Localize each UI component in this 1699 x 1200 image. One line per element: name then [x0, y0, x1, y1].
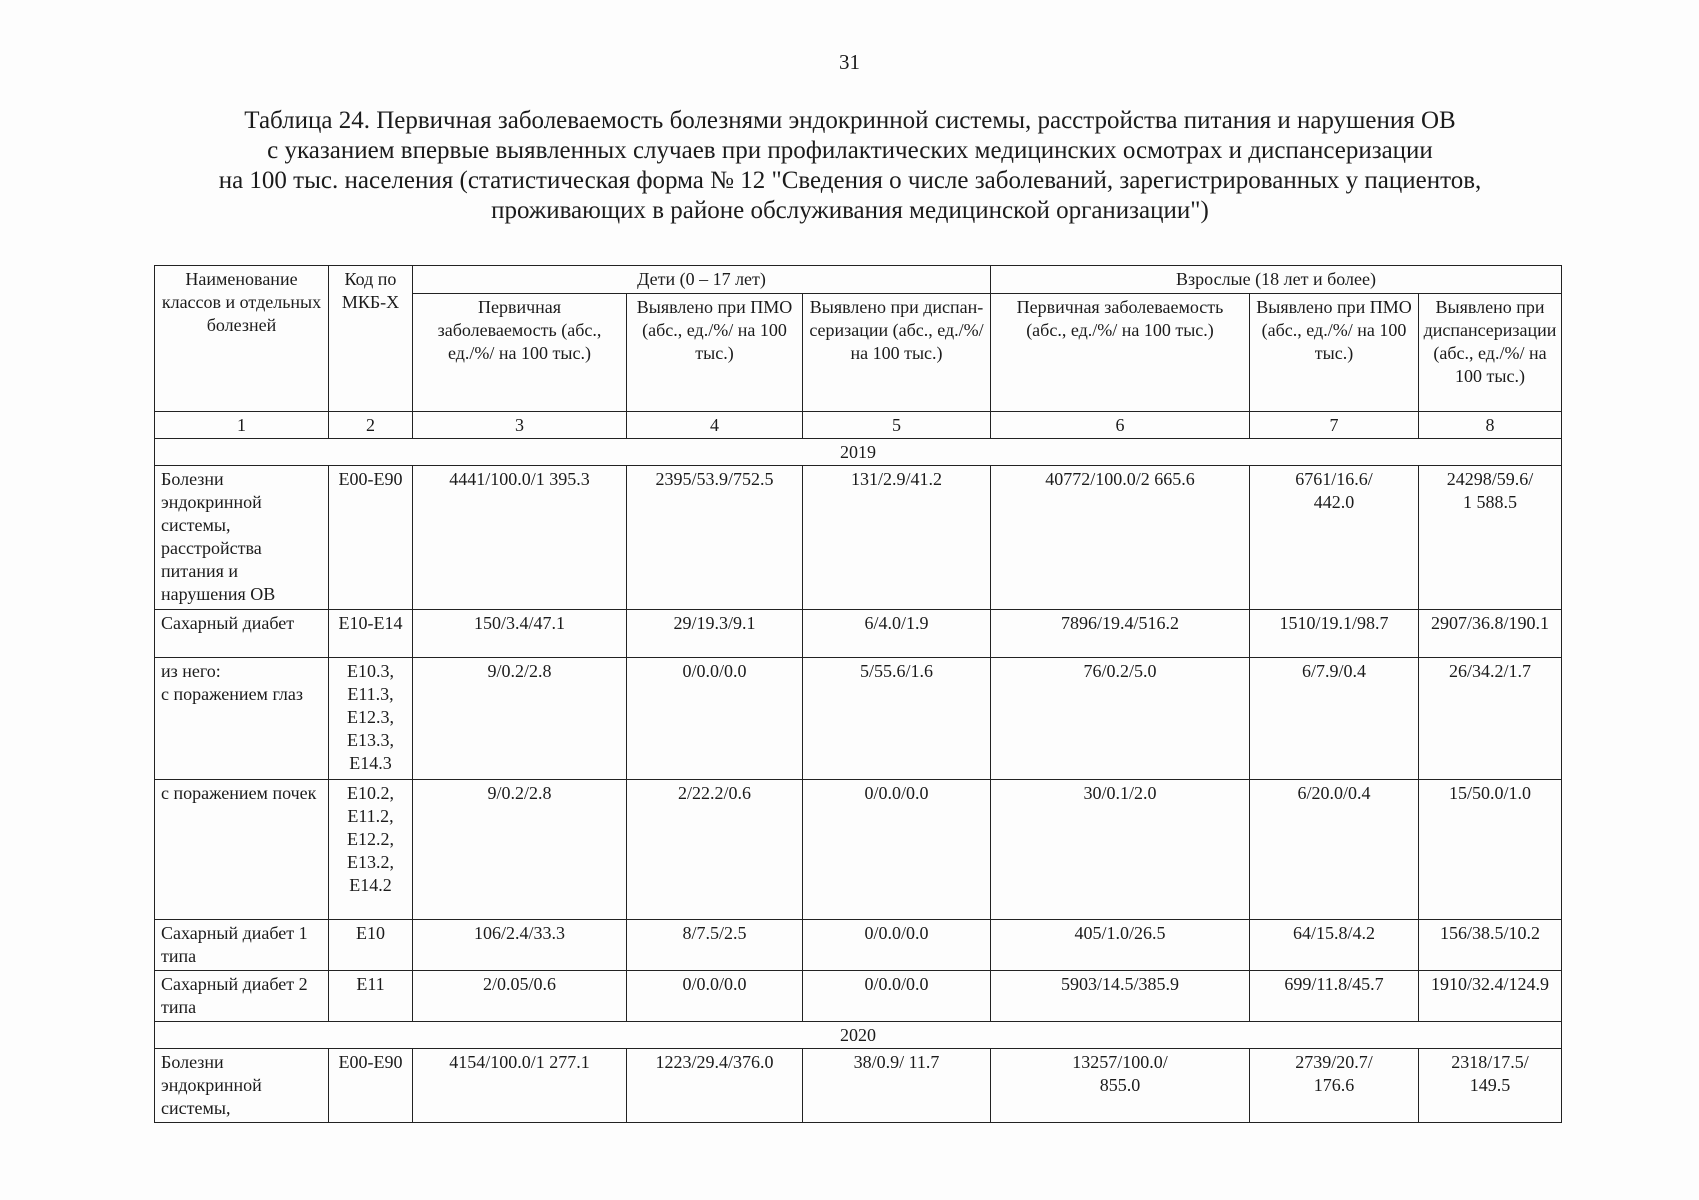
year-label: 2019	[155, 439, 1562, 466]
adults-pmo: 6/20.0/0.4	[1250, 780, 1419, 920]
children-primary: 106/2.4/33.3	[413, 920, 627, 971]
adults-primary: 30/0.1/2.0	[991, 780, 1250, 920]
icd-code: E00-E90	[329, 466, 413, 610]
disease-name: Болезни эндокринной системы, расстройства питания и нарушения ОВ	[155, 466, 329, 610]
children-pmo: 0/0.0/0.0	[627, 971, 803, 1022]
children-primary: 9/0.2/2.8	[413, 658, 627, 780]
header-adults-group: Взрослые (18 лет и более)	[991, 266, 1562, 294]
header-children-group: Дети (0 – 17 лет)	[413, 266, 991, 294]
caption-line: проживающих в районе обслуживания медицинской организации")	[491, 197, 1209, 224]
children-dispensary: 0/0.0/0.0	[803, 971, 991, 1022]
adults-primary: 7896/19.4/516.2	[991, 610, 1250, 658]
column-number: 2	[329, 412, 413, 439]
column-number: 3	[413, 412, 627, 439]
adults-dispensary: 1910/32.4/124.9	[1419, 971, 1562, 1022]
adults-dispensary: 2318/17.5/ 149.5	[1419, 1049, 1562, 1123]
children-dispensary: 131/2.9/41.2	[803, 466, 991, 610]
page-number: 31	[839, 50, 860, 74]
children-pmo: 8/7.5/2.5	[627, 920, 803, 971]
adults-pmo: 6/7.9/0.4	[1250, 658, 1419, 780]
column-number: 8	[1419, 412, 1562, 439]
disease-name: Сахарный диабет 2 типа	[155, 971, 329, 1022]
adults-dispensary: 2907/36.8/190.1	[1419, 610, 1562, 658]
children-pmo: 0/0.0/0.0	[627, 658, 803, 780]
disease-name: с поражением почек	[155, 780, 329, 920]
adults-dispensary: 15/50.0/1.0	[1419, 780, 1562, 920]
header-adults-dispensary: Выявлено при диспансеризации (абс., ед./%/ на 100 тыс.)	[1419, 294, 1562, 412]
header-name: Наименование классов и отдельных болезней	[155, 266, 329, 412]
children-dispensary: 0/0.0/0.0	[803, 920, 991, 971]
children-dispensary: 5/55.6/1.6	[803, 658, 991, 780]
adults-pmo: 64/15.8/4.2	[1250, 920, 1419, 971]
column-number: 4	[627, 412, 803, 439]
adults-pmo: 2739/20.7/ 176.6	[1250, 1049, 1419, 1123]
icd-code: E10.2, E11.2, E12.2, E13.2, E14.2	[329, 780, 413, 920]
children-dispensary: 38/0.9/ 11.7	[803, 1049, 991, 1123]
adults-dispensary: 156/38.5/10.2	[1419, 920, 1562, 971]
table-row	[155, 658, 1562, 780]
header-children-primary: Первичная заболеваемость (абс., ед./%/ на 100 тыс.)	[413, 294, 627, 412]
header-children-pmo: Выявлено при ПМО (абс., ед./%/ на 100 тыс.)	[627, 294, 803, 412]
adults-primary: 13257/100.0/ 855.0	[991, 1049, 1250, 1123]
disease-name: Болезни эндокринной системы,	[155, 1049, 329, 1123]
header-adults-pmo: Выявлено при ПМО (абс., ед./%/ на 100 тыс.)	[1250, 294, 1419, 412]
adults-pmo: 699/11.8/45.7	[1250, 971, 1419, 1022]
table-row	[155, 780, 1562, 920]
header-adults-primary: Первичная заболеваемость (абс., ед./%/ на 100 тыс.)	[991, 294, 1250, 412]
children-pmo: 29/19.3/9.1	[627, 610, 803, 658]
table-row	[155, 920, 1562, 971]
caption-line: на 100 тыс. населения (статистическая форма № 12 "Сведения о числе заболеваний, зарегистрированных у пациентов,	[218, 167, 1482, 194]
disease-name: из него: с поражением глаз	[155, 658, 329, 780]
table-row	[155, 971, 1562, 1022]
children-primary: 4154/100.0/1 277.1	[413, 1049, 627, 1123]
adults-pmo: 1510/19.1/98.7	[1250, 610, 1419, 658]
table-row	[155, 610, 1562, 658]
icd-code: E11	[329, 971, 413, 1022]
header-children-dispensary: Выявлено при диспан-серизации (абс., ед./%/ на 100 тыс.)	[803, 294, 991, 412]
children-pmo: 2395/53.9/752.5	[627, 466, 803, 610]
children-dispensary: 0/0.0/0.0	[803, 780, 991, 920]
caption-line: с указанием впервые выявленных случаев при профилактических медицинских осмотрах и диспансеризации	[267, 137, 1433, 164]
table-row	[155, 1049, 1562, 1123]
year-row	[155, 439, 1562, 466]
column-number: 5	[803, 412, 991, 439]
table-row	[155, 466, 1562, 610]
disease-name: Сахарный диабет 1 типа	[155, 920, 329, 971]
children-primary: 9/0.2/2.8	[413, 780, 627, 920]
children-primary: 2/0.05/0.6	[413, 971, 627, 1022]
icd-code: E00-E90	[329, 1049, 413, 1123]
adults-dispensary: 24298/59.6/ 1 588.5	[1419, 466, 1562, 610]
icd-code: E10-E14	[329, 610, 413, 658]
column-number-row	[155, 412, 1562, 439]
children-pmo: 1223/29.4/376.0	[627, 1049, 803, 1123]
column-number: 7	[1250, 412, 1419, 439]
adults-dispensary: 26/34.2/1.7	[1419, 658, 1562, 780]
adults-pmo: 6761/16.6/ 442.0	[1250, 466, 1419, 610]
children-primary: 4441/100.0/1 395.3	[413, 466, 627, 610]
table-caption	[195, 106, 1505, 226]
children-dispensary: 6/4.0/1.9	[803, 610, 991, 658]
adults-primary: 76/0.2/5.0	[991, 658, 1250, 780]
adults-primary: 40772/100.0/2 665.6	[991, 466, 1250, 610]
year-row	[155, 1022, 1562, 1049]
adults-primary: 5903/14.5/385.9	[991, 971, 1250, 1022]
adults-primary: 405/1.0/26.5	[991, 920, 1250, 971]
caption-line: Таблица 24. Первичная заболеваемость болезнями эндокринной системы, расстройства питания и нарушения ОВ	[244, 107, 1456, 134]
children-pmo: 2/22.2/0.6	[627, 780, 803, 920]
column-number: 6	[991, 412, 1250, 439]
disease-name: Сахарный диабет	[155, 610, 329, 658]
header-code: Код по МКБ-Х	[329, 266, 413, 412]
icd-code: E10.3, E11.3, E12.3, E13.3, E14.3	[329, 658, 413, 780]
morbidity-table	[154, 265, 1562, 1123]
children-primary: 150/3.4/47.1	[413, 610, 627, 658]
icd-code: E10	[329, 920, 413, 971]
column-number: 1	[155, 412, 329, 439]
year-label: 2020	[155, 1022, 1562, 1049]
